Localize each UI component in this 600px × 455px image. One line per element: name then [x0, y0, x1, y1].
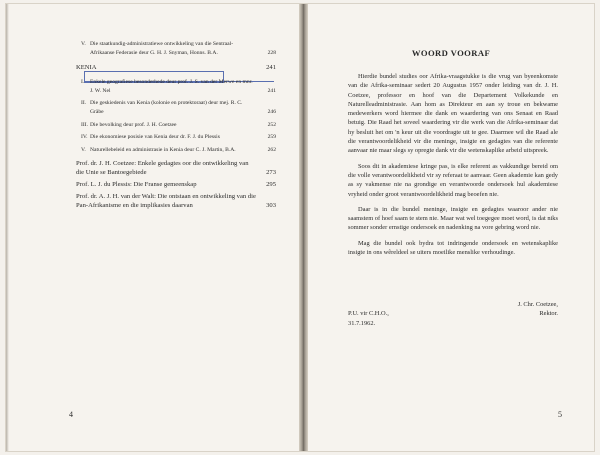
toc-entry: [76, 146, 276, 155]
paragraph: Hierdie bundel studies oor Afrika-vraagstukke is die vrug van byeenkomste van die Afrika-seminaar sedert 20 Augustus 1957 onder leiding van dr. J. H. Coetzee, professor en hoof van die Departement Volkekunde en Naturelleadministrasie. Aan hom as Direkteur en aan sy troue en bekwame medewerkers word hiermee die dank en waardering van ons Senaat en Raad betuig. Die Raad het soveel waardering vir die werk van die Afrika-seminaar dat hy besluit het om 'n keur uit die voordragte uit te gee. Daarmee wil die Raad ale die verantwoordelikheid vir die meninge, insigte en gedagtes van die referente aanvaar nie maar slegs sy opregte dank vir die wetenskaplike arbeid uitspreek.: [348, 73, 558, 155]
toc-chapter-title: Prof. dr. J. H. Coetzee: Enkele gedagtes oor die ontwikkeling van die Unie se Bantoegebiede: [76, 160, 249, 177]
toc-entry: [76, 133, 276, 142]
paragraph: Mag die bundel ook bydra tot indringende ondersoek en wetenskaplike insigte in ons wêreldeel se uiters moeilike menslike verhoudinge.: [348, 239, 558, 257]
place: P.U. vir C.H.O.,: [348, 310, 389, 318]
page-title: WOORD VOORAF: [411, 48, 491, 58]
page-number: 5: [558, 410, 562, 419]
toc-entry: [76, 40, 276, 57]
signatory-title: Rektor.: [539, 310, 558, 318]
right-page: [308, 4, 594, 451]
toc-entry-title: Enkele geografiese besonderhede deur prof. J. S. van der Merwe en mnr. J. W. Nel: [90, 79, 253, 94]
signatory-name: J. Chr. Coetzee,: [517, 301, 558, 308]
toc-chapter: [76, 180, 276, 189]
toc-chapter: [76, 159, 276, 177]
toc-entry-number: III.: [81, 121, 88, 128]
page-number: 4: [69, 410, 73, 419]
toc-entry-title: Die staatkundig-administratiewe ontwikkeling van die Sentraal-Afrikaanse Federasie deur G. H. J. Snyman, Honns. B.A.: [90, 41, 234, 56]
toc-entry-number: IV.: [81, 134, 88, 141]
signature-block: [348, 300, 558, 328]
toc-entry-title: Die geskiedenis van Kenia (kolonie en protektoraat) deur mej. R. C. Gräbe: [90, 100, 243, 115]
table-of-contents: [76, 40, 276, 213]
left-page: [6, 4, 299, 451]
toc-entry-title: Die bevolking deur prof. J. H. Coetzee: [90, 121, 177, 128]
toc-entry-page: 246: [267, 108, 276, 115]
toc-entry-title: Die ekonomiese posisie van Kenia deur dr. F. J. du Plessis: [90, 134, 220, 141]
toc-section-title: KENIA: [76, 64, 97, 72]
toc-entry: [76, 121, 276, 130]
toc-entry-title: Naturellebeleid en administrasie in Kenia deur C. J. Martin, B.A.: [90, 146, 236, 153]
toc-entry-page: 228: [267, 49, 276, 56]
toc-entry-number: V.: [81, 41, 86, 47]
toc-chapter: [76, 192, 276, 210]
paragraph: Daar is in die bundel meninge, insigte en gedagtes waaroor ander nie saamstem of hoef saam te stem nie. Maar wat wel toegegee moet word, is dat niks sommer sonder ernstige ondersoek en nadenking na vore gebring word nie.: [348, 205, 558, 232]
toc-section-page: 241: [266, 64, 276, 72]
date: 31.7.1962.: [348, 319, 376, 327]
book-gutter: [299, 4, 308, 451]
foreword-body: [348, 72, 558, 263]
toc-chapter-page: 295: [266, 181, 276, 189]
toc-chapter-title: Prof. L. J. du Plessis: Die Franse gemeenskap: [76, 181, 197, 189]
toc-entry-number: II.: [81, 100, 87, 107]
toc-chapter-page: 303: [266, 202, 276, 210]
toc-entry-page: 262: [267, 146, 276, 153]
paragraph: Soos dit in akademiese kringe pas, is elke referent as vakkundige bereid om die volle verantwoordelikheid vir sy referaat te aanvaar. Geen akademie kan gedy as sy vakmense nie na grondige en verantwoorde ondersoek hul akademiese vryheid onder groot verantwoordelikheid mag beoefen nie.: [348, 162, 558, 198]
book-spread: [6, 4, 594, 451]
toc-entry-number: V.: [81, 146, 86, 153]
toc-section-kenia: [76, 63, 276, 72]
toc-entry-page: 241: [267, 87, 276, 94]
toc-entry: [76, 99, 276, 116]
toc-chapter-page: 273: [266, 169, 276, 177]
toc-entry-number: I.: [81, 79, 85, 86]
toc-chapter-title: Prof. dr. A. J. H. van der Walt: Die ontstaan en ontwikkeling van die Pan-Afrikanisme en die implikasies daarvan: [76, 193, 256, 210]
toc-entry-page: 252: [267, 121, 276, 128]
toc-entry: [76, 78, 276, 95]
toc-entry-page: 259: [267, 134, 276, 141]
